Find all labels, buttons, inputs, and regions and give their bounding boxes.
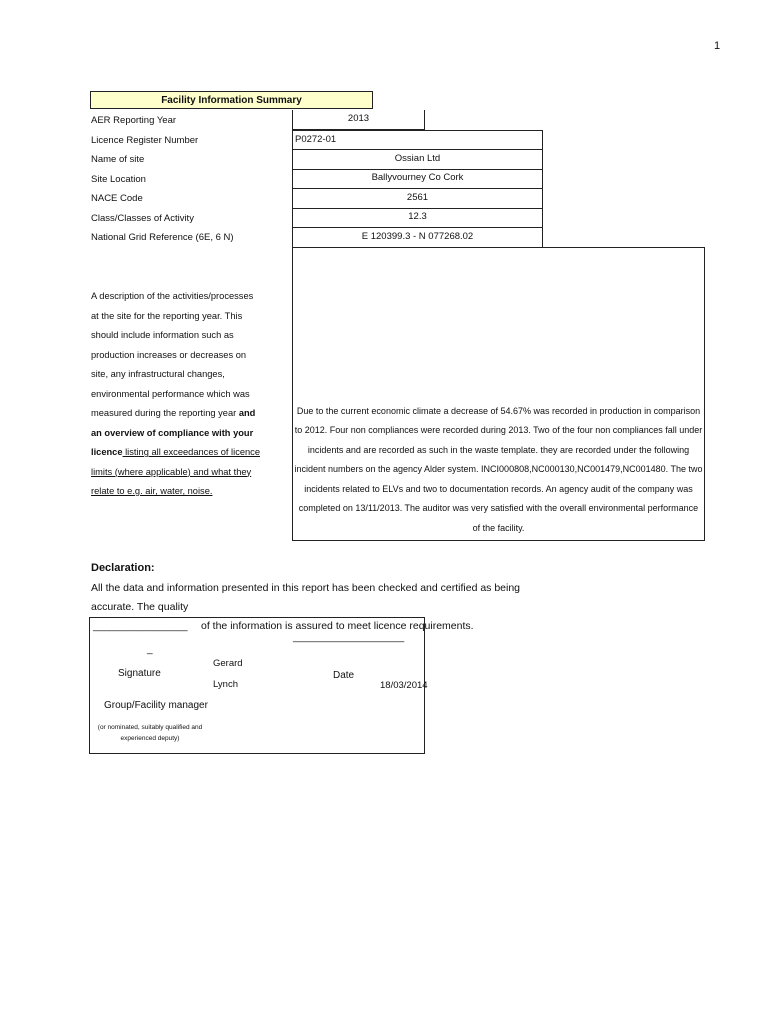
label-reporting-year: AER Reporting Year xyxy=(91,115,177,126)
value-licence-number: P0272-01 xyxy=(292,130,543,150)
description-box xyxy=(292,247,705,541)
role-note xyxy=(94,722,206,744)
value-reporting-year: 2013 xyxy=(292,110,425,130)
description-label xyxy=(91,287,261,502)
description-text: Due to the current economic climate a decrease of 54.67% was recorded in production in comparison to 2012. Four non compliances were recorded during 2013. Two of the four non compliances fall under incidents and are recorded as such in the waste template. they are recorded under the following incident numbers on the agency Alder system. INCI000808,NC000130,NC001479,NC001480. The two incidents related to ELVs and two to documentation records. An agency audit of the company was completed on 13/11/2013. The auditor was very satisfied with the overall environmental performance of the facility. xyxy=(294,405,703,533)
value-site-location: Ballyvourney Co Cork xyxy=(292,169,543,189)
description-label-plain: A description of the activities/processes at the site for the reporting year. This should include information such as production increases or decreases on site, any infrastructural changes, environmental performance which was measured during the reporting year xyxy=(91,291,254,418)
label-grid-reference: National Grid Reference (6E, 6 N) xyxy=(91,232,234,243)
value-nace-code: 2561 xyxy=(292,189,543,209)
signatory-first-name: Gerard xyxy=(213,658,243,669)
signature-label: Signature xyxy=(118,668,161,679)
label-licence-number: Licence Register Number xyxy=(91,135,199,146)
declaration-line-1: All the data and information presented in this report has been checked and certified as being accurate. The quality xyxy=(91,582,521,613)
page-number: 1 xyxy=(714,40,721,52)
role-label: Group/Facility manager xyxy=(104,700,208,711)
signature-line-dash: _ xyxy=(147,644,153,655)
label-site-location: Site Location xyxy=(91,174,146,185)
description-label-bold: and an overview of compliance with your licence xyxy=(91,408,256,457)
value-activity-class: 12.3 xyxy=(292,208,543,228)
date-line: ____________________ xyxy=(293,632,405,643)
value-grid-reference: E 120399.3 - N 077268.02 xyxy=(292,228,543,248)
role-note-line-2: experienced deputy) xyxy=(120,735,180,742)
date-label: Date xyxy=(333,670,355,681)
signatory-last-name: Lynch xyxy=(213,679,238,690)
label-activity-class: Class/Classes of Activity xyxy=(91,213,194,224)
description-label-underline: listing all exceedances of licence limits (where applicable) and what they relate to e.g. air, water, noise. xyxy=(91,447,260,496)
role-note-line-1: (or nominated, suitably qualified and xyxy=(97,724,203,731)
date-value: 18/03/2014 xyxy=(380,680,428,691)
label-nace-code: NACE Code xyxy=(91,193,143,204)
value-site-name: Ossian Ltd xyxy=(292,150,543,170)
signature-line: _________________ xyxy=(93,621,188,632)
summary-title: Facility Information Summary xyxy=(90,91,373,109)
declaration-line-2: of the information is assured to meet licence requirements. xyxy=(201,620,474,632)
label-site-name: Name of site xyxy=(91,154,145,165)
declaration-title: Declaration: xyxy=(91,562,155,574)
